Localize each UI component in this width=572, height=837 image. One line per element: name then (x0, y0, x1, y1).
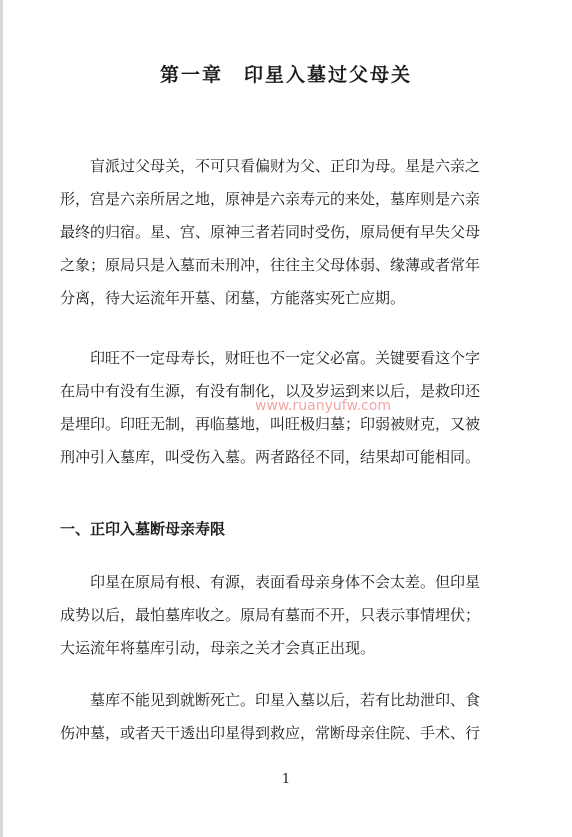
paragraph-line: 盲派过父母关，不可只看偏财为父、正印为母。星是六亲之 (90, 157, 481, 175)
paragraph-2 (60, 342, 512, 474)
paragraph-1 (60, 150, 512, 315)
chapter-title: 第一章 印星入墓过父母关 (159, 64, 412, 86)
watermark: www.ruanyufw.com (255, 398, 391, 414)
paragraph-3 (60, 566, 512, 665)
paragraph-line: 印星在原局有根、有源，表面看母亲身体不会太差。但印星 (90, 573, 481, 591)
paragraph-line: 刑冲引入墓库，叫受伤入墓。两者路径不同，结果却可能相同。 (60, 448, 481, 466)
paragraph-4 (60, 684, 512, 750)
paragraph-line: 之象；原局只是入墓而未刑冲，往往主父母体弱、缘薄或者常年 (60, 256, 481, 274)
paragraph-line: 大运流年将墓库引动，母亲之关才会真正出现。 (60, 639, 376, 657)
paragraph-line: 印旺不一定母寿长，财旺也不一定父必富。关键要看这个字 (90, 349, 481, 367)
page-edge (0, 0, 3, 837)
paragraph-line: 分离，待大运流年开墓、闭墓，方能落实死亡应期。 (60, 289, 406, 307)
paragraph-line: 最终的归宿。星、宫、原神三者若同时受伤，原局便有早失父母 (60, 223, 481, 241)
paragraph-line: 墓库不能见到就断死亡。印星入墓以后，若有比劫泄印、食 (90, 691, 481, 709)
page-number: 1 (281, 772, 291, 787)
paragraph-line: 成势以后，最怕墓库收之。原局有墓而不开，只表示事情埋伏； (60, 606, 481, 624)
paragraph-line: 伤冲墓，或者天干透出印星得到救应，常断母亲住院、手术、行 (60, 724, 481, 742)
paragraph-line: 在局中有没有生源，有没有制化，以及岁运到来以后，是救印还 (60, 382, 481, 400)
paragraph-line: 形，宫是六亲所居之地，原神是六亲寿元的来处，墓库则是六亲 (60, 190, 481, 208)
section-heading: 一、正印入墓断母亲寿限 (60, 520, 226, 538)
paragraph-line: 是埋印。印旺无制，再临墓地，叫旺极归墓；印弱被财克，又被 (60, 415, 481, 433)
